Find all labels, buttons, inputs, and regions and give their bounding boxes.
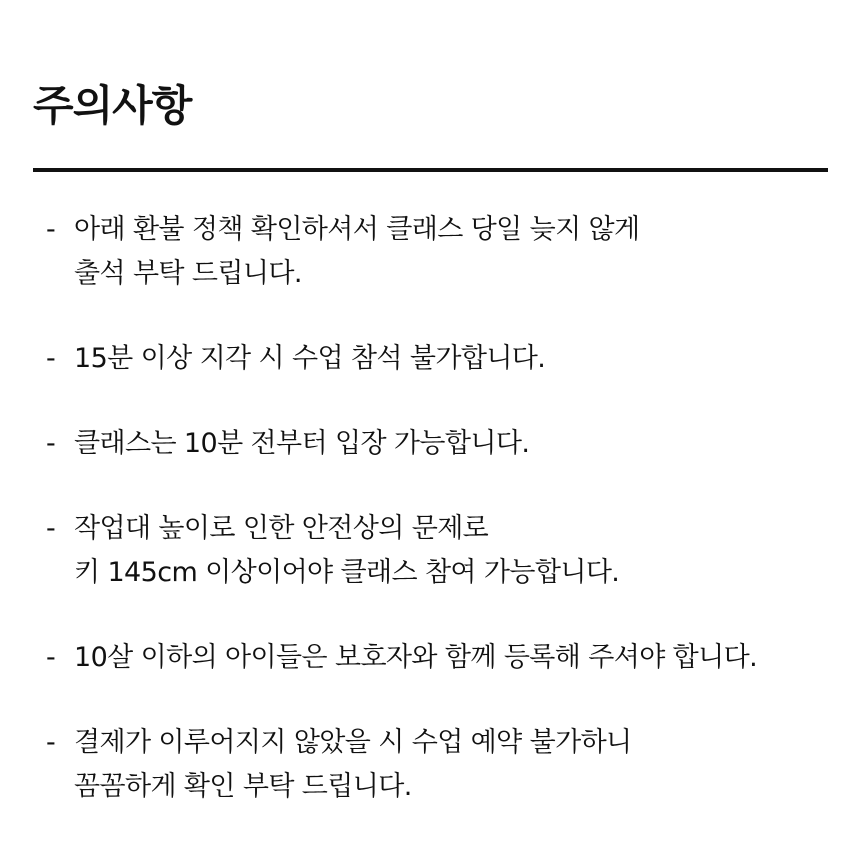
title-divider xyxy=(33,168,828,172)
notice-text xyxy=(74,636,757,680)
notice-line: 꼼꼼하게 확인 부탁 드립니다. xyxy=(74,771,412,802)
notice-item xyxy=(46,208,836,296)
bullet-dash: - xyxy=(46,428,56,459)
notice-line: 15분 이상 지각 시 수업 참석 불가합니다. xyxy=(74,343,546,374)
page-title: 주의사항 xyxy=(33,81,192,130)
notice-line: 클래스는 10분 전부터 입장 가능합니다. xyxy=(74,428,530,459)
notice-item xyxy=(46,337,836,381)
notice-item xyxy=(46,636,836,680)
bullet-dash: - xyxy=(46,727,56,758)
bullet-dash: - xyxy=(46,513,56,544)
notice-text xyxy=(74,721,632,809)
bullet-dash: - xyxy=(46,642,56,673)
notice-line: 키 145cm 이상이어야 클래스 참여 가능합니다. xyxy=(74,557,620,588)
notice-line: 출석 부탁 드립니다. xyxy=(74,258,302,289)
notice-text xyxy=(74,337,545,381)
notice-line: 아래 환불 정책 확인하셔서 클래스 당일 늦지 않게 xyxy=(74,214,640,245)
notice-text xyxy=(74,208,640,296)
notice-line: 작업대 높이로 인한 안전상의 문제로 xyxy=(74,513,489,544)
notice-text xyxy=(74,422,529,466)
notice-item xyxy=(46,422,836,466)
notice-line: 결제가 이루어지지 않았을 시 수업 예약 불가하니 xyxy=(74,727,632,758)
notice-item xyxy=(46,507,836,595)
bullet-dash: - xyxy=(46,214,56,245)
notice-text xyxy=(74,507,619,595)
notice-list xyxy=(46,208,836,850)
notice-item xyxy=(46,721,836,809)
bullet-dash: - xyxy=(46,343,56,374)
notice-line: 10살 이하의 아이들은 보호자와 함께 등록해 주셔야 합니다. xyxy=(74,642,758,673)
